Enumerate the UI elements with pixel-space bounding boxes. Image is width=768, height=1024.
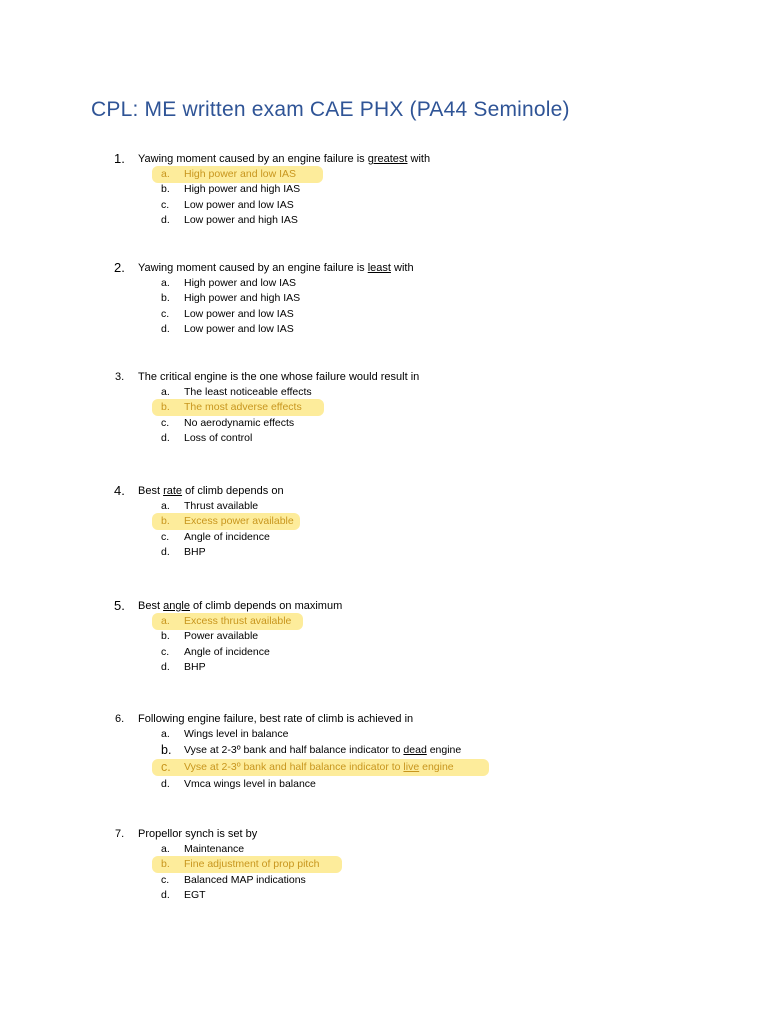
question-6 bbox=[0, 711, 768, 792]
question-number: 3. bbox=[115, 371, 125, 383]
question-stem: Yawing moment caused by an engine failure is greatest with bbox=[138, 153, 431, 165]
question-7 bbox=[0, 826, 768, 903]
option-b: b. High power and high IAS bbox=[161, 292, 301, 305]
option-a: a. Thrust available bbox=[161, 500, 259, 512]
option-c: c. Angle of incidence bbox=[161, 645, 270, 658]
option-c: c. Vyse at 2-3º bank and half balance indicator to live engine bbox=[0, 760, 768, 777]
question-1 bbox=[0, 151, 768, 228]
question-stem: Propellor synch is set by bbox=[138, 828, 258, 840]
question-number: 6. bbox=[115, 713, 125, 725]
option-c: c. Low power and low IAS bbox=[161, 198, 294, 211]
option-a: a. The least noticeable effects bbox=[161, 386, 312, 398]
question-2 bbox=[0, 260, 768, 337]
question-stem: Yawing moment caused by an engine failure is least with bbox=[138, 262, 414, 274]
question-3 bbox=[0, 369, 768, 446]
option-b: b. Vyse at 2-3º bank and half balance indicator to dead engine bbox=[161, 743, 462, 757]
option-b: b. The most adverse effects bbox=[0, 400, 768, 415]
option-d: d. Low power and high IAS bbox=[161, 213, 298, 226]
option-b: b. Power available bbox=[161, 630, 259, 643]
question-number: 2. bbox=[114, 260, 125, 275]
question-stem: Best angle of climb depends on maximum bbox=[138, 600, 343, 612]
option-a: a. High power and low IAS bbox=[161, 277, 297, 289]
question-stem: The critical engine is the one whose failure would result in bbox=[138, 371, 420, 383]
question-5 bbox=[0, 598, 768, 675]
option-d: d. EGT bbox=[161, 888, 206, 901]
option-d: d. Vmca wings level in balance bbox=[161, 778, 316, 790]
option-b: b. High power and high IAS bbox=[161, 183, 301, 196]
option-c: c. Low power and low IAS bbox=[161, 307, 294, 320]
question-number: 7. bbox=[115, 828, 125, 840]
question-4 bbox=[0, 483, 768, 560]
option-a: a. Wings level in balance bbox=[161, 728, 289, 740]
option-c: c. Balanced MAP indications bbox=[161, 873, 306, 886]
option-c: c. No aerodynamic effects bbox=[161, 416, 295, 429]
option-d: d. BHP bbox=[161, 660, 206, 673]
question-number: 1. bbox=[114, 151, 125, 166]
option-a: a. High power and low IAS bbox=[0, 167, 768, 182]
question-stem: Best rate of climb depends on bbox=[138, 485, 284, 497]
question-number: 4. bbox=[114, 483, 125, 498]
option-d: d. Low power and low IAS bbox=[161, 322, 294, 335]
option-c: c. Angle of incidence bbox=[161, 530, 270, 543]
option-a: a. Maintenance bbox=[161, 843, 245, 855]
option-b: b. Excess power available bbox=[0, 514, 768, 529]
question-stem: Following engine failure, best rate of climb is achieved in bbox=[138, 713, 414, 725]
option-a: a. Excess thrust available bbox=[0, 614, 768, 629]
page-title: CPL: ME written exam CAE PHX (PA44 Seminole) bbox=[91, 98, 570, 121]
option-d: d. BHP bbox=[161, 545, 206, 558]
option-d: d. Loss of control bbox=[161, 431, 253, 444]
question-number: 5. bbox=[114, 598, 125, 613]
option-b: b. Fine adjustment of prop pitch bbox=[0, 857, 768, 872]
